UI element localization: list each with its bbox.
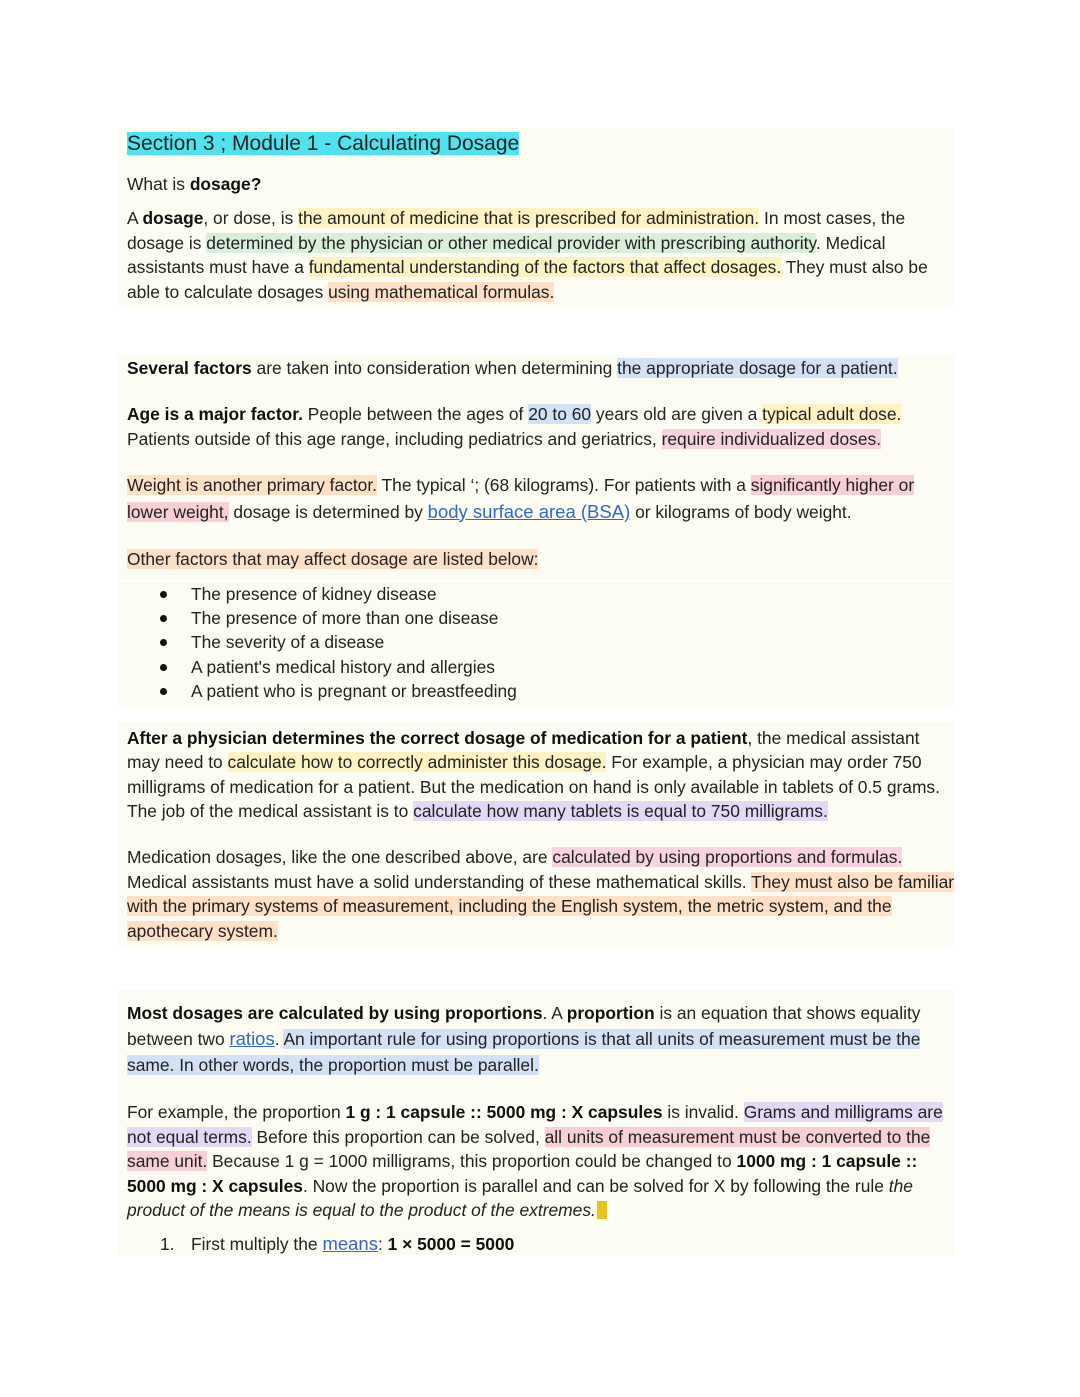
italic-rule: the product of the means is equal to the product of the extremes. — [127, 1175, 913, 1221]
age-factor-paragraph — [127, 402, 957, 451]
proportion-definition-paragraph — [127, 1001, 957, 1079]
highlight-lavender: calculate how many tablets is equal to 750 milligrams. — [413, 800, 828, 821]
text: They must also be able to calculate dosages — [127, 257, 928, 302]
example-paragraph — [127, 1100, 957, 1222]
text: For example, a physician may order 750 milligrams of medication for a patient. But the medication on hand is only available in tablets of 0.5 grams. The job of the medical assistant is to — [127, 752, 940, 821]
bsa-link[interactable]: body surface area (BSA) — [427, 500, 631, 522]
ratios-link[interactable]: ratios — [229, 1028, 275, 1050]
text: , or dose, is — [203, 208, 299, 229]
highlight-blue: An important rule for using proportions is that all units of measurement must be the same. In other words, the proportion must be parallel. — [127, 1029, 921, 1075]
comment-marker-icon[interactable] — [597, 1201, 607, 1219]
text: or kilograms of body weight. — [630, 501, 852, 522]
highlight-orange: using mathematical formulas. — [328, 281, 555, 302]
bold-proportion: 1000 mg : 1 capsule :: 5000 mg : X capsules — [127, 1151, 918, 1196]
highlight-yellow: the amount of medicine that is prescribed for administration. — [298, 208, 760, 229]
text: Medical assistants must have a solid understanding of these mathematical skills. — [127, 871, 752, 892]
bold-equation: 1 × 5000 = 5000 — [387, 1234, 515, 1255]
text: . Medical assistants must have a — [127, 232, 886, 278]
highlight-pink: require individualized doses. — [661, 428, 882, 449]
question-term: dosage? — [189, 174, 262, 194]
text: In most cases, the dosage is — [127, 208, 906, 253]
text: People between the ages of — [302, 404, 529, 425]
bold-lead: Most dosages are calculated by using proportions — [127, 1002, 543, 1023]
text: dosage is determined by — [228, 501, 428, 522]
text: First multiply the — [191, 1234, 323, 1255]
highlight-orange: Other factors that may affect dosage are listed below: — [127, 549, 539, 570]
highlight-yellow: typical adult dose. — [762, 404, 902, 425]
highlight-yellow: calculate how to correctly administer this dosage. — [227, 752, 607, 773]
highlight-orange: Weight is another primary factor. — [127, 475, 378, 496]
term-factors: Several factors — [127, 358, 252, 379]
text: Because 1 g = 1000 milligrams, this proportion could be changed to — [207, 1151, 737, 1172]
text: , the medical assistant may need to — [127, 727, 920, 773]
list-item: The presence of kidney disease — [160, 582, 957, 606]
text: For example, the proportion — [127, 1102, 346, 1123]
title-text: Section 3 ; Module 1 - Calculating Dosage — [127, 132, 520, 155]
bold-lead: After a physician determines the correct dosage of medication for a patient — [127, 727, 748, 748]
list-item — [160, 1232, 957, 1256]
text: Before this proportion can be solved, — [251, 1126, 545, 1147]
factors-intro-paragraph — [127, 356, 957, 380]
term-dosage: dosage — [142, 208, 204, 229]
other-factors-heading — [127, 547, 957, 571]
highlight-lavender: Grams and milligrams are not equal terms. — [127, 1102, 943, 1147]
list-item: The severity of a disease — [160, 630, 957, 654]
highlight-red: all units of measurement must be converted to the same unit. — [127, 1126, 931, 1172]
highlight-orange: They must also be familiar with the primary systems of measurement, including the English system, the metric system, and the apothecary system. — [127, 871, 955, 941]
text: is invalid. — [662, 1102, 744, 1123]
administration-paragraph — [127, 726, 957, 824]
highlight-blue: the appropriate dosage for a patient. — [617, 358, 898, 379]
highlight-green: determined by the physician or other medical provider with prescribing authority — [206, 232, 816, 253]
means-link[interactable]: means — [322, 1233, 378, 1255]
text: years old are given a — [591, 404, 763, 425]
text: is an equation that shows equality between two — [127, 1002, 921, 1050]
proportions-formulas-paragraph — [127, 845, 957, 943]
list-item: A patient's medical history and allergies — [160, 655, 957, 679]
text: . — [274, 1029, 284, 1050]
text: . Now the proportion is parallel and can be solved for X by following the rule — [302, 1175, 889, 1196]
highlight-blue: 20 to 60 — [528, 404, 592, 425]
term-proportion: proportion — [566, 1002, 655, 1023]
highlight-yellow: fundamental understanding of the factors that affect dosages. — [308, 257, 782, 278]
question-heading — [127, 172, 957, 196]
term-age: Age is a major factor. — [127, 404, 303, 425]
highlight-pink: calculated by using proportions and formulas. — [552, 847, 903, 868]
text: The typical ‘; (68 kilograms). For patients with a — [377, 475, 751, 496]
steps-list — [127, 1232, 957, 1256]
list-item: A patient who is pregnant or breastfeeding — [160, 679, 957, 703]
text: are taken into consideration when determining — [251, 358, 618, 379]
factors-list — [127, 582, 957, 704]
weight-factor-paragraph — [127, 473, 957, 525]
text: Medication dosages, like the one described above, are — [127, 847, 553, 868]
highlight-red: significantly higher or lower weight, — [127, 475, 915, 522]
text: . A — [542, 1002, 567, 1023]
text: A — [127, 208, 143, 229]
text: Patients outside of this age range, including pediatrics and geriatrics, — [127, 428, 662, 449]
step-number: 1. — [160, 1234, 175, 1255]
bold-proportion: 1 g : 1 capsule :: 5000 mg : X capsules — [345, 1102, 663, 1123]
page-title — [127, 130, 957, 158]
dosage-definition-paragraph — [127, 206, 957, 304]
text: : — [377, 1234, 388, 1255]
list-item: The presence of more than one disease — [160, 606, 957, 630]
question-prefix: What is — [127, 174, 190, 194]
document-body — [127, 130, 957, 1257]
